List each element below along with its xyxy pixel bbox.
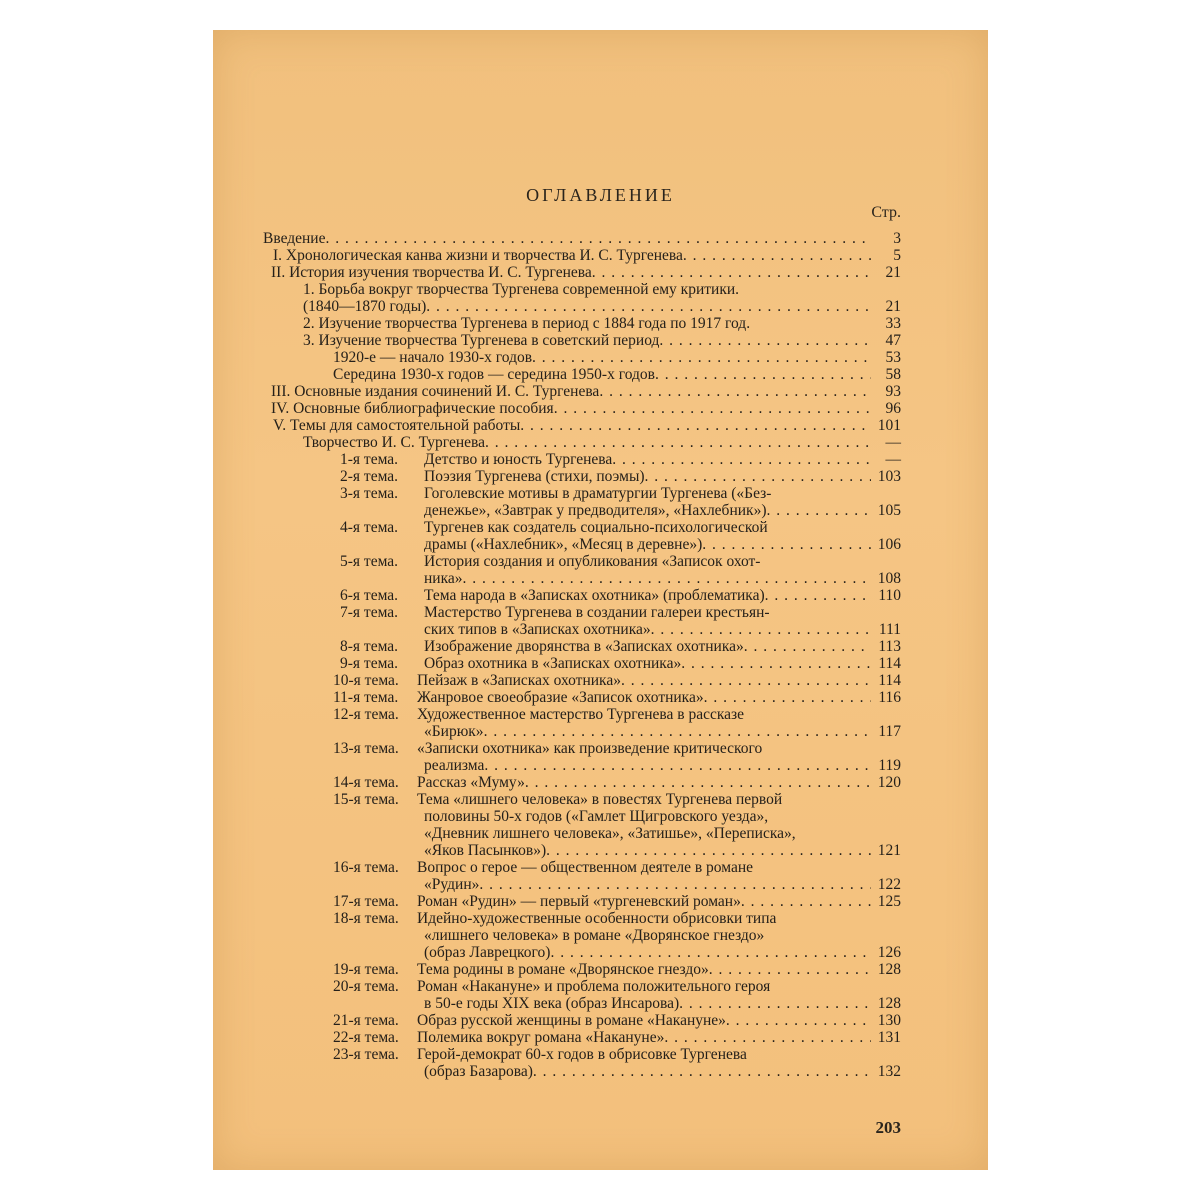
toc-topic-number: 1-я тема. [340,451,399,468]
toc-entry [424,502,901,519]
toc-entry-text: Жанровое своеобразие «Записок охотника» [417,689,704,706]
toc-entry-text: «лишнего человека» в романе «Дворянское гнездо» [424,927,765,944]
toc-entry [424,842,901,859]
toc-entry-text: Творчество И. С. Тургенева [303,434,486,451]
toc-entry [271,400,901,417]
toc-leader-dots [485,434,871,451]
toc-entry-text: 2. Изучение творчества Тургенева в период с 1884 года по 1917 год. [303,315,751,332]
toc-page-number: 105 [877,502,901,519]
toc-page-number: 132 [877,1063,901,1080]
toc-page-number: — [885,451,901,468]
toc-entry-text: Тургенев как создатель социально-психологической [424,519,768,536]
toc-topic-number: 13-я тема. [333,740,399,757]
toc-entry [303,298,901,315]
toc-entry [273,247,901,264]
toc-topic-number: 15-я тема. [333,791,399,808]
toc-entry-text: в 50-е годы XIX века (образ Инсарова) [424,995,680,1012]
toc-topic-number: 11-я тема. [333,689,399,706]
toc-page-number: 126 [877,944,901,961]
toc-leader-dots [484,757,871,774]
toc-entry-text: «Рудин» [424,876,480,893]
toc-entry [424,1063,901,1080]
toc-entry-text: Образ русской женщины в романе «Накануне» [417,1012,726,1029]
toc-topic-number: 12-я тема. [333,706,399,723]
toc-page-number: 47 [885,332,901,349]
toc-entry [340,655,901,672]
toc-entry [333,1046,901,1063]
toc-entry-text: Художественное мастерство Тургенева в рассказе [417,706,745,723]
toc-entry [333,910,901,927]
toc-leader-dots [709,961,871,978]
toc-entry [333,893,901,910]
toc-topic-number: 21-я тема. [333,1012,399,1029]
toc-entry [333,961,901,978]
toc-leader-dots [532,349,871,366]
toc-page-number: 33 [885,315,901,332]
toc-entry-text: Середина 1930-х годов — середина 1950-х годов [333,366,655,383]
toc-entry [333,774,901,791]
toc-topic-number: 14-я тема. [333,774,399,791]
toc-page-number: 121 [877,842,901,859]
toc-entry-text: Изображение дворянства в «Записках охотника» [424,638,744,655]
toc-leader-dots [599,383,871,400]
toc-leader-dots [681,655,871,672]
toc-entry [340,468,901,485]
toc-entry [424,927,901,944]
toc-entry-text: Тема народа в «Записках охотника» (проблематика) [424,587,765,604]
toc-entry-text: Введение [263,230,326,247]
pages-column-label: Стр. [871,204,901,221]
toc-page-number: 96 [885,400,901,417]
toc-entry-text: (образ Базарова) [424,1063,533,1080]
toc-entry-text: История создания и опубликования «Записок охот- [424,553,761,570]
toc-entry [333,740,901,757]
toc-entry-text: Тема «лишнего человека» в повестях Тургенева первой [417,791,783,808]
toc-entry [424,944,901,961]
toc-entry-text: 1. Борьба вокруг творчества Тургенева современной ему критики. [303,281,740,298]
toc-entry [340,604,901,621]
toc-page-number: 130 [877,1012,901,1029]
toc-page-number: 119 [878,757,901,774]
toc-page-number: 111 [878,621,901,638]
toc-entry [333,366,901,383]
toc-topic-number: 20-я тема. [333,978,399,995]
toc-page-number: 106 [877,536,901,553]
toc-entry [333,1012,901,1029]
toc-entry-text: Пейзаж в «Записках охотника» [417,672,621,689]
toc-leader-dots [426,298,871,315]
toc-entry-text: Гоголевские мотивы в драматургии Тургенева («Без- [424,485,772,502]
toc-page-number: 53 [885,349,901,366]
toc-entry [424,621,901,638]
toc-entry-text: «Бирюк» [424,723,484,740]
toc-page-number: 125 [877,893,901,910]
toc-leader-dots [651,621,871,638]
toc-leader-dots [533,1063,871,1080]
toc-page-number: 3 [893,230,901,247]
toc-entry-text: ских типов в «Записках охотника» [424,621,651,638]
toc-entry-text: реализма [424,757,485,774]
toc-entry-text: Роман «Накануне» и проблема положительного героя [417,978,771,995]
toc-entry-text: IV. Основные библиографические пособия [271,400,554,417]
toc-page-number: 122 [877,876,901,893]
toc-page-number: 128 [877,995,901,1012]
toc-leader-dots [704,689,871,706]
page-title: ОГЛАВЛЕНИЕ [526,185,675,205]
toc-entry-text: Рассказ «Муму» [417,774,525,791]
toc-entry-text: ника» [424,570,463,587]
toc-entry [340,451,901,468]
toc-entry [333,1029,901,1046]
toc-leader-dots [546,842,871,859]
toc-topic-number: 6-я тема. [340,587,399,604]
toc-page-number: 110 [878,587,901,604]
toc-entry-text: «Яков Пасынков») [424,842,547,859]
toc-entry-text: Герой-демократ 60-х годов в обрисовке Тургенева [417,1046,747,1063]
toc-entry-text: Мастерство Тургенева в создании галереи крестьян- [424,604,770,621]
toc-entry [424,570,901,587]
toc-page-number: 21 [885,298,901,315]
toc-entry-text: половины 50-х годов («Гамлет Щигровского уезда», [424,808,769,825]
toc-leader-dots [726,1012,871,1029]
toc-entry-text: III. Основные издания сочинений И. С. Тургенева [271,383,600,400]
toc-entry-text: (1840—1870 годы) [303,298,427,315]
toc-entry [340,519,901,536]
toc-leader-dots [659,332,871,349]
toc-entry [333,349,901,366]
toc-leader-dots [655,366,871,383]
toc-leader-dots [744,638,871,655]
toc-entry-text: Тема родины в романе «Дворянское гнездо» [417,961,709,978]
toc-page-number: 5 [893,247,901,264]
toc-entry-text: «Записки охотника» как произведение критического [417,740,763,757]
toc-entry [333,706,901,723]
toc-entry-text: 3. Изучение творчества Тургенева в советский период [303,332,660,349]
toc-leader-dots [765,587,871,604]
toc-entry [424,876,901,893]
toc-entry-text: (образ Лаврецкого) [424,944,551,961]
toc-topic-number: 19-я тема. [333,961,399,978]
toc-entry-text: денежье», «Завтрак у предводителя», «Нахлебник») [424,502,767,519]
table-of-contents [213,230,988,1080]
toc-page-number: 117 [878,723,901,740]
toc-page-number: 113 [878,638,901,655]
toc-entry-text: Полемика вокруг романа «Накануне» [417,1029,665,1046]
toc-leader-dots [554,400,871,417]
toc-entry [340,587,901,604]
toc-topic-number: 3-я тема. [340,485,399,502]
toc-page-number: — [885,434,901,451]
toc-entry [424,808,901,825]
toc-entry-text: I. Хронологическая канва жизни и творчества И. С. Тургенева [273,247,683,264]
toc-topic-number: 18-я тема. [333,910,399,927]
toc-page-number: 131 [877,1029,901,1046]
toc-entry [424,536,901,553]
toc-leader-dots [741,893,871,910]
toc-leader-dots [520,417,871,434]
toc-entry-text: V. Темы для самостоятельной работы [273,417,521,434]
toc-entry [333,978,901,995]
toc-page-number: 116 [878,689,901,706]
toc-leader-dots [664,1029,871,1046]
toc-leader-dots [621,672,871,689]
toc-leader-dots [645,468,871,485]
toc-topic-number: 8-я тема. [340,638,399,655]
toc-entry [303,332,901,349]
toc-page-number: 114 [878,655,901,672]
toc-entry [303,434,901,451]
toc-leader-dots [679,995,871,1012]
toc-leader-dots [525,774,871,791]
toc-topic-number: 9-я тема. [340,655,399,672]
toc-entry [333,689,901,706]
toc-page-number: 120 [877,774,901,791]
toc-topic-number: 2-я тема. [340,468,399,485]
toc-entry-text: Образ охотника в «Записках охотника» [424,655,682,672]
toc-leader-dots [325,230,871,247]
toc-leader-dots [484,723,871,740]
toc-entry-text: драмы («Нахлебник», «Месяц в деревне») [424,536,703,553]
toc-topic-number: 16-я тема. [333,859,399,876]
book-page [213,30,988,1170]
toc-topic-number: 23-я тема. [333,1046,399,1063]
toc-entry-text: Идейно-художественные особенности обрисовки типа [417,910,777,927]
toc-entry [340,638,901,655]
toc-page-number: 93 [885,383,901,400]
toc-entry [424,825,901,842]
toc-leader-dots [592,264,871,281]
toc-leader-dots [463,570,871,587]
toc-leader-dots [702,536,871,553]
toc-entry [333,672,901,689]
toc-page-number: 114 [878,672,901,689]
toc-entry [303,281,901,298]
toc-leader-dots [479,876,871,893]
toc-entry [424,757,901,774]
toc-entry [333,791,901,808]
toc-leader-dots [683,247,871,264]
toc-entry [263,230,901,247]
toc-entry-text: «Дневник лишнего человека», «Затишье», «Переписка», [424,825,796,842]
toc-entry [271,264,901,281]
toc-topic-number: 7-я тема. [340,604,399,621]
toc-page-number: 21 [885,264,901,281]
toc-page-number: 128 [877,961,901,978]
toc-entry-text: Вопрос о герое — общественном деятеле в романе [417,859,754,876]
toc-entry-text: II. История изучения творчества И. С. Тургенева [271,264,592,281]
toc-topic-number: 5-я тема. [340,553,399,570]
toc-entry [333,859,901,876]
toc-page-number: 103 [877,468,901,485]
toc-entry [424,995,901,1012]
toc-entry [340,553,901,570]
toc-leader-dots [612,451,871,468]
toc-entry [340,485,901,502]
toc-topic-number: 17-я тема. [333,893,399,910]
toc-entry-text: Роман «Рудин» — первый «тургеневский роман» [417,893,741,910]
toc-entry [273,417,901,434]
toc-leader-dots [766,502,871,519]
toc-page-number: 108 [877,570,901,587]
page-number: 203 [875,1118,901,1137]
toc-entry-text: Детство и юность Тургенева [424,451,613,468]
toc-leader-dots [550,944,871,961]
toc-topic-number: 4-я тема. [340,519,399,536]
toc-entry [271,383,901,400]
toc-topic-number: 10-я тема. [333,672,399,689]
toc-entry [424,723,901,740]
toc-topic-number: 22-я тема. [333,1029,399,1046]
toc-entry-text: Поэзия Тургенева (стихи, поэмы) [424,468,645,485]
toc-entry [303,315,901,332]
toc-entry-text: 1920-е — начало 1930-х годов [333,349,533,366]
toc-page-number: 58 [885,366,901,383]
toc-page-number: 101 [877,417,901,434]
